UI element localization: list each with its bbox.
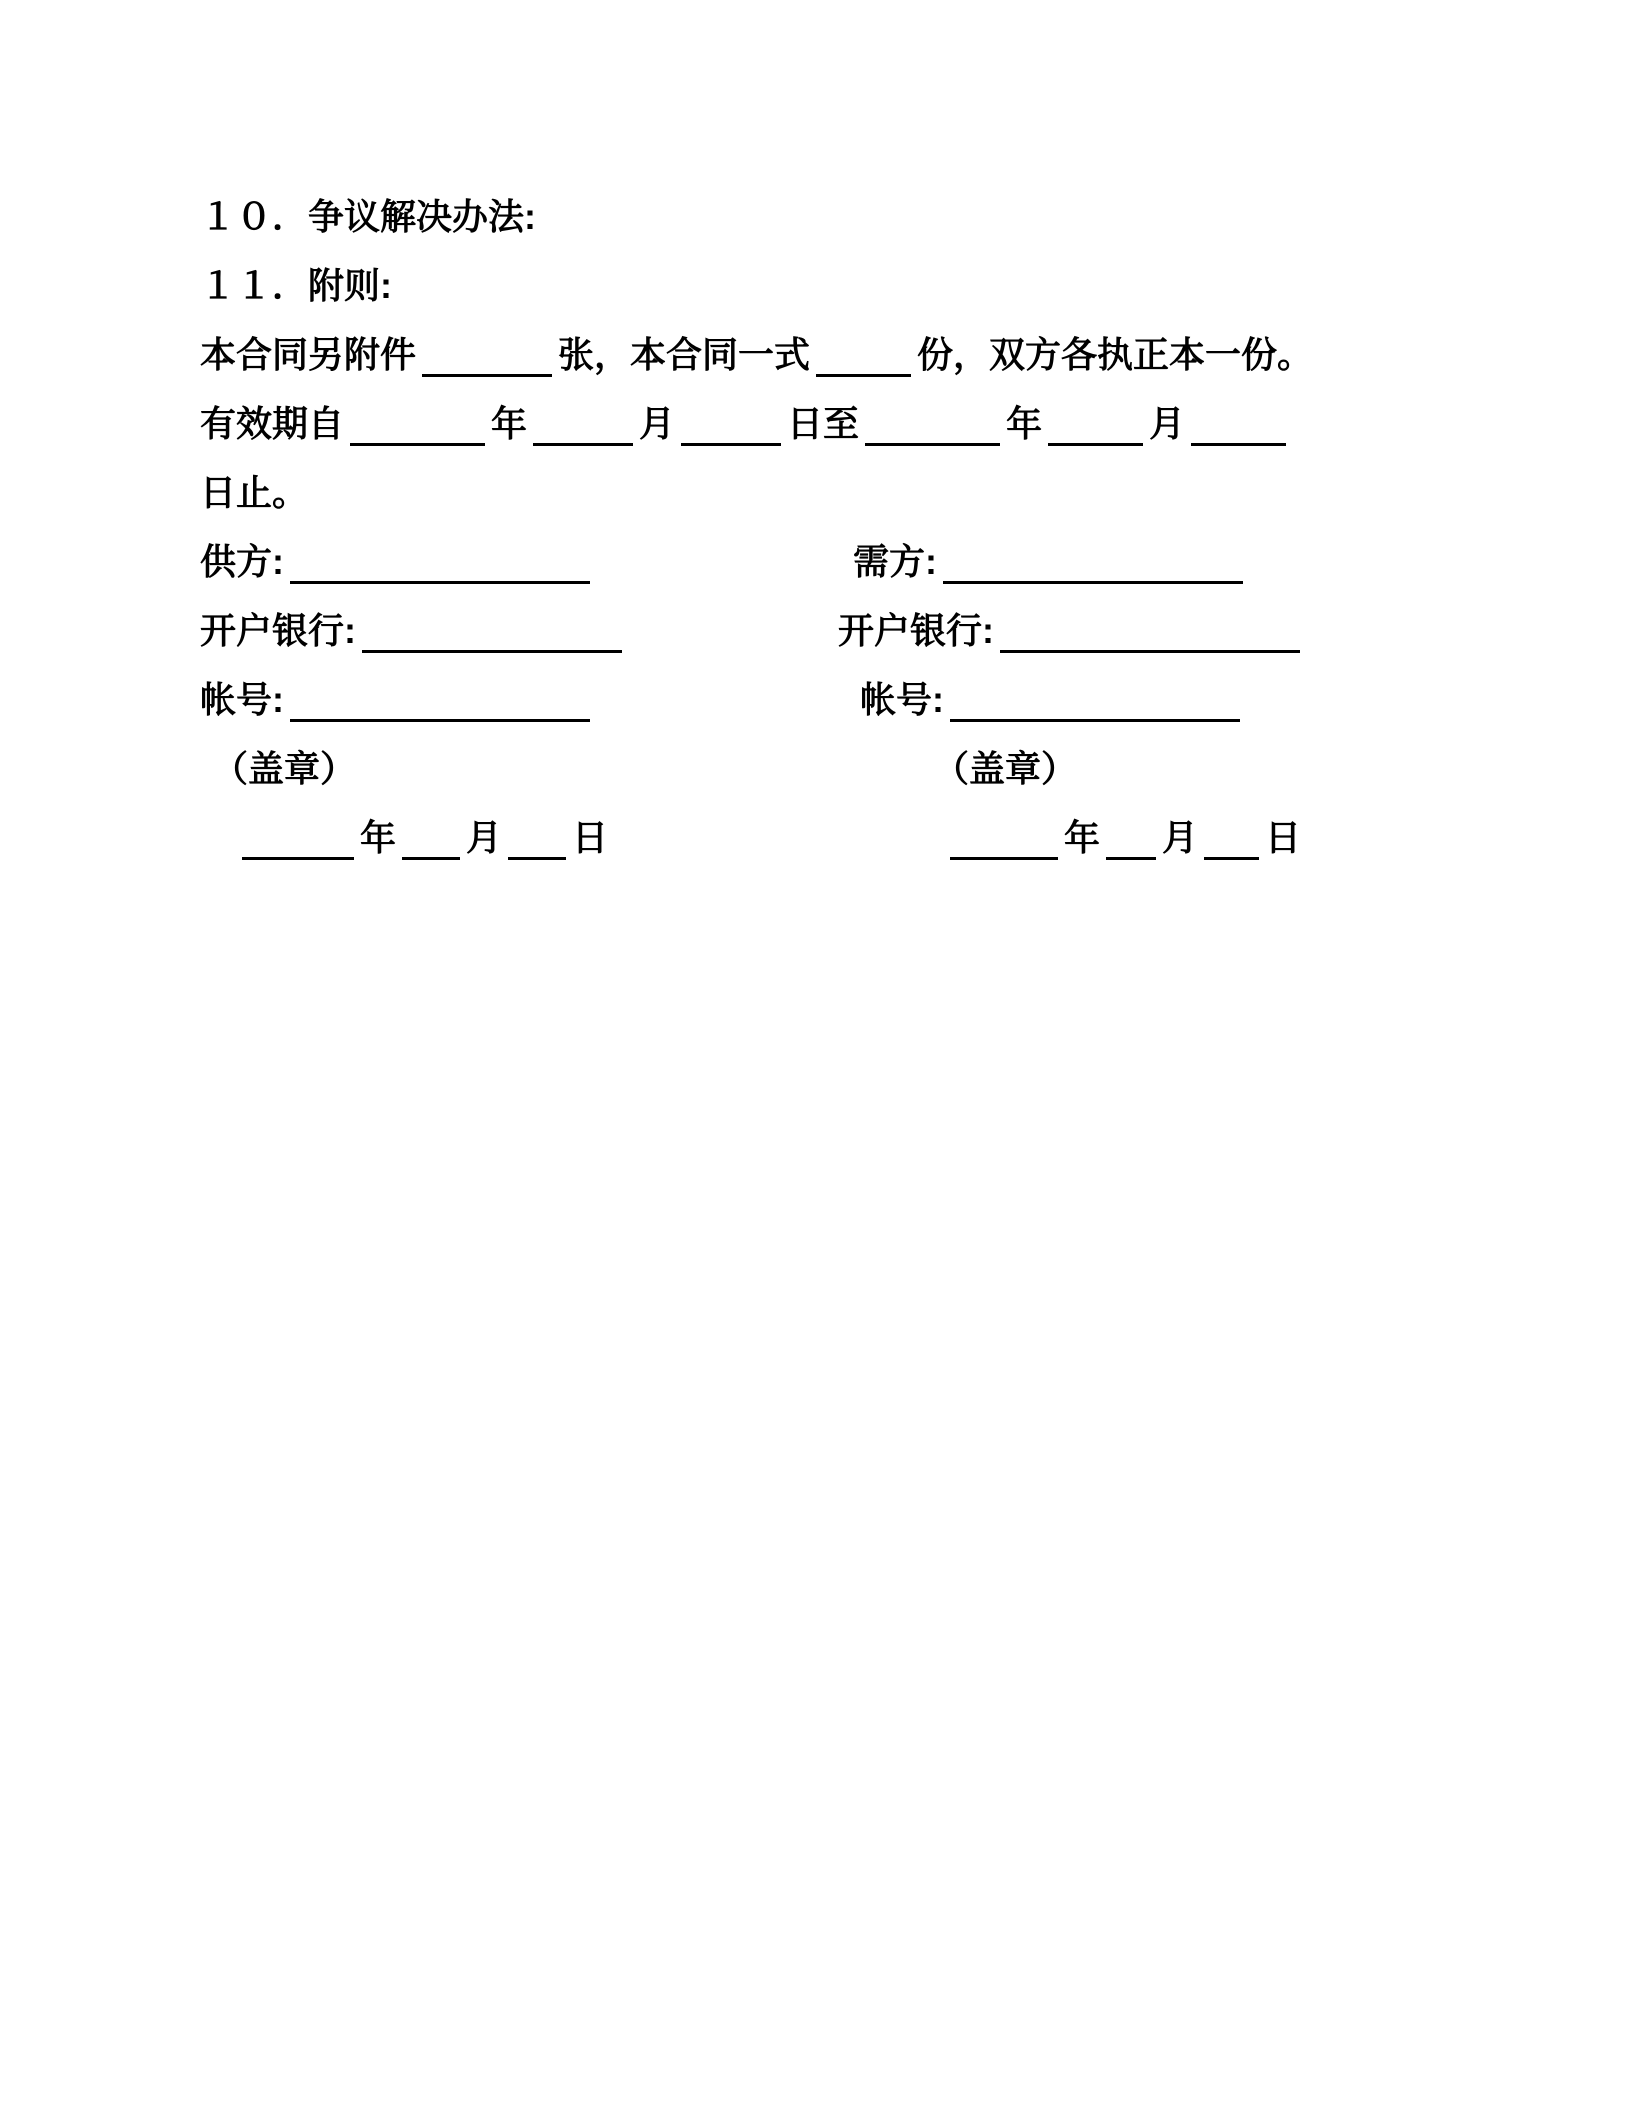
blank-supplier-account — [290, 673, 590, 722]
blank-valid-from-day — [681, 397, 781, 446]
supplier-bank-label: 开户银行: — [200, 610, 356, 651]
clause-11-heading-line — [200, 249, 1572, 318]
blank-buyer-name — [943, 535, 1243, 584]
blank-valid-from-year — [350, 397, 485, 446]
blank-buyer-sign-day — [1204, 811, 1259, 860]
blank-valid-from-month — [533, 397, 633, 446]
clause-10-heading: １０．争议解决办法: — [200, 196, 536, 237]
supplier-sign-year-label: 年 — [360, 817, 397, 858]
blank-buyer-sign-year — [950, 811, 1058, 860]
blank-valid-to-year — [865, 397, 1000, 446]
date-row — [200, 801, 1572, 870]
supplier-seal-label: （盖章） — [212, 748, 357, 789]
buyer-account-label: 帐号: — [860, 679, 944, 720]
account-row-right — [838, 663, 1246, 732]
blank-copies-count — [816, 328, 911, 377]
validity-line — [200, 387, 1572, 456]
supplier-account-label: 帐号: — [200, 679, 284, 720]
blank-buyer-bank — [1000, 604, 1300, 653]
blank-supplier-bank — [362, 604, 622, 653]
blank-supplier-sign-day — [508, 811, 566, 860]
valid-to-year-label: 年 — [1006, 403, 1043, 444]
seal-row — [200, 732, 1572, 801]
blank-buyer-sign-month — [1106, 811, 1156, 860]
blank-supplier-name — [290, 535, 590, 584]
valid-day-to-label: 日至 — [787, 403, 860, 444]
clause-10-heading-line — [200, 180, 1572, 249]
seal-row-right — [838, 732, 1077, 801]
blank-attachment-count — [422, 328, 552, 377]
buyer-label: 需方: — [853, 541, 937, 582]
valid-from-year-label: 年 — [491, 403, 528, 444]
buyer-sign-year-label: 年 — [1064, 817, 1101, 858]
blank-valid-to-day — [1191, 397, 1286, 446]
clause-11-heading: １１．附则: — [200, 265, 392, 306]
blank-supplier-sign-year — [242, 811, 354, 860]
buyer-sign-month-label: 月 — [1162, 817, 1199, 858]
date-row-right — [838, 801, 1301, 870]
valid-to-month-label: 月 — [1149, 403, 1186, 444]
blank-supplier-sign-month — [402, 811, 460, 860]
supplier-sign-month-label: 月 — [466, 817, 503, 858]
validity-end-text: 日止。 — [200, 472, 309, 513]
valid-from-month-label: 月 — [639, 403, 676, 444]
supplier-label: 供方: — [200, 541, 284, 582]
attachments-text-after: 份，双方各执正本一份。 — [917, 334, 1314, 375]
blank-valid-to-month — [1048, 397, 1143, 446]
attachments-text-before: 本合同另附件 — [200, 334, 417, 375]
attachments-text-between: 张，本合同一式 — [558, 334, 811, 375]
buyer-bank-label: 开户银行: — [838, 610, 994, 651]
buyer-seal-label: （盖章） — [933, 748, 1078, 789]
party-row — [200, 525, 1572, 594]
buyer-sign-day-label: 日 — [1265, 817, 1302, 858]
validity-prefix: 有效期自 — [200, 403, 345, 444]
blank-buyer-account — [950, 673, 1240, 722]
account-row — [200, 663, 1572, 732]
attachments-line — [200, 318, 1572, 387]
supplier-sign-day-label: 日 — [572, 817, 609, 858]
bank-row-right — [838, 594, 1306, 663]
document-content — [200, 180, 1572, 870]
validity-end-line — [200, 456, 1572, 525]
bank-row — [200, 594, 1572, 663]
party-row-right — [838, 525, 1249, 594]
